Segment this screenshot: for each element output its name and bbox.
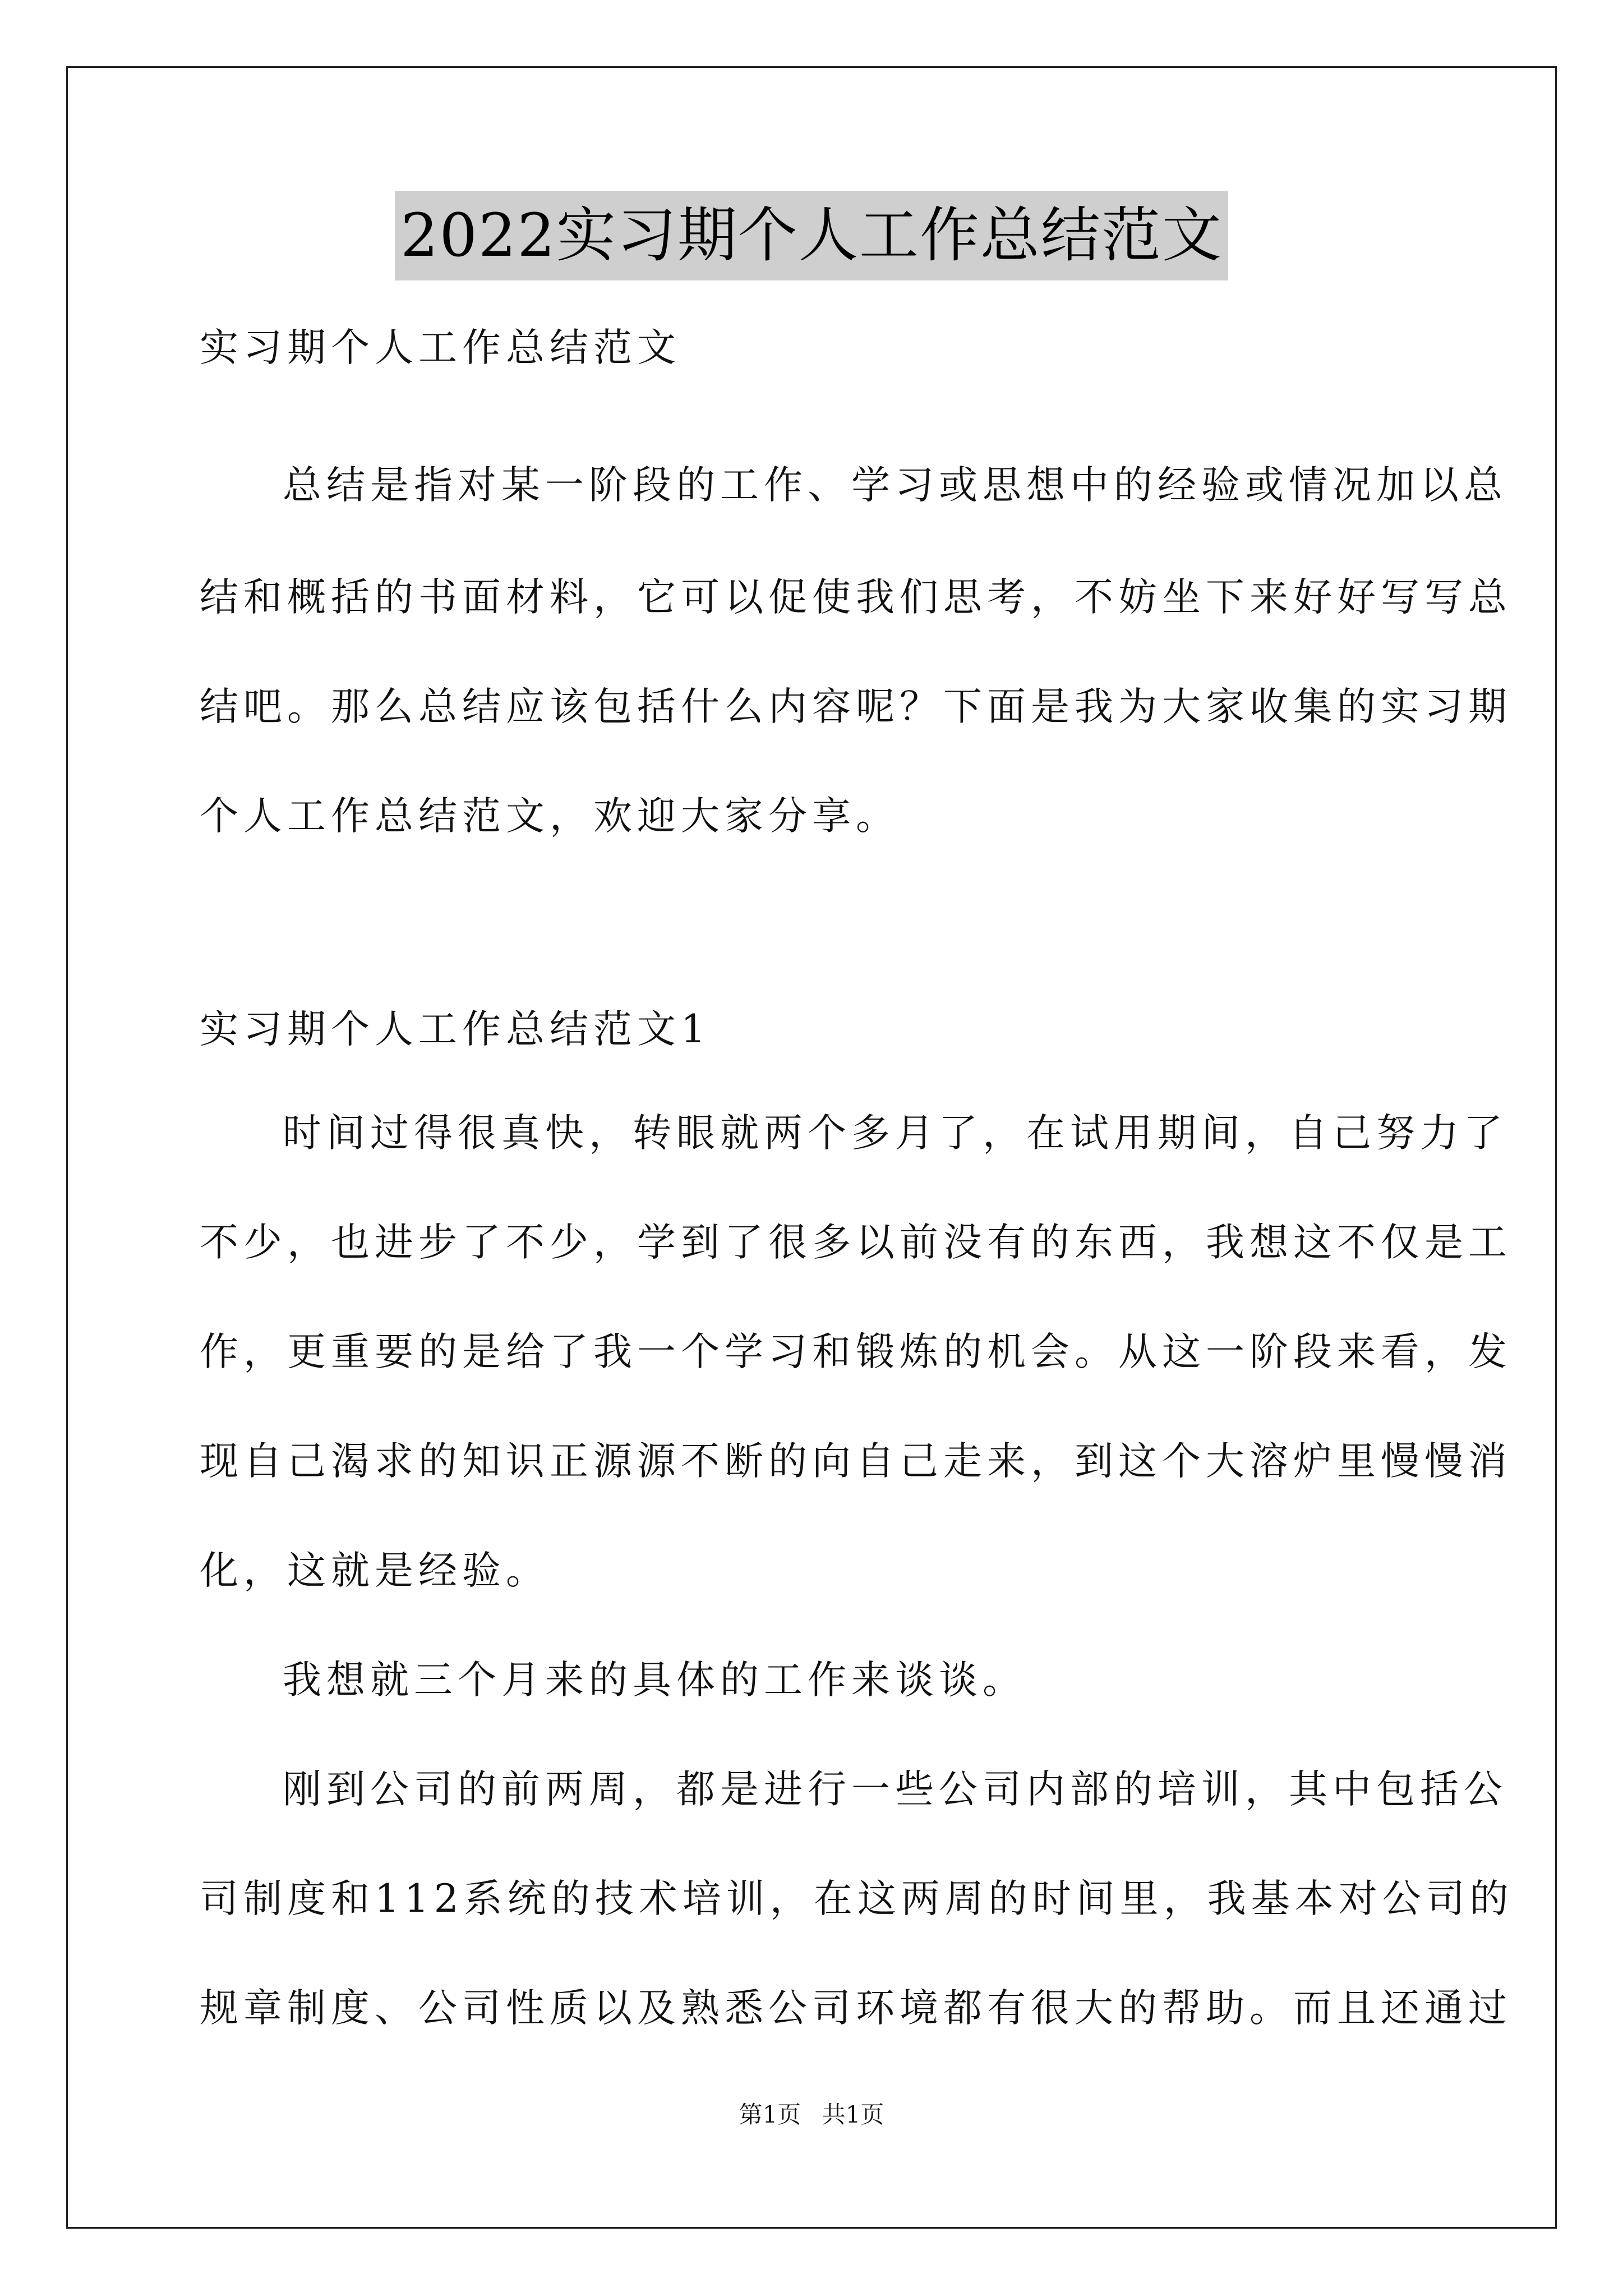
title-container bbox=[0, 191, 1623, 280]
paragraph-line: 化，这就是经验。 bbox=[200, 1548, 550, 1593]
page-number: 第1页 bbox=[739, 2101, 801, 2128]
document-title: 2022实习期个人工作总结范文 bbox=[395, 191, 1228, 280]
page-footer bbox=[0, 2098, 1623, 2132]
paragraph-line: 现自己渴求的知识正源源不断的向自己走来，到这个大溶炉里慢慢消 bbox=[200, 1439, 1512, 1484]
paragraph-line: 时间过得很真快，转眼就两个多月了，在试用期间，自己努力了 bbox=[283, 1111, 1507, 1156]
paragraph-line: 作，更重要的是给了我一个学习和锻炼的机会。从这一阶段来看，发 bbox=[200, 1329, 1512, 1374]
paragraph-line: 不少，也进步了不少，学到了很多以前没有的东西，我想这不仅是工 bbox=[200, 1220, 1512, 1265]
section-heading: 实习期个人工作总结范文 bbox=[200, 325, 681, 370]
paragraph-line: 司制度和112系统的技术培训，在这两周的时间里，我基本对公司的 bbox=[200, 1876, 1514, 1921]
paragraph-line: 我想就三个月来的具体的工作来谈谈。 bbox=[283, 1658, 1026, 1703]
paragraph-line: 刚到公司的前两周，都是进行一些公司内部的培训，其中包括公 bbox=[283, 1767, 1507, 1812]
paragraph-line: 个人工作总结范文，欢迎大家分享。 bbox=[200, 794, 900, 839]
section-heading: 实习期个人工作总结范文1 bbox=[200, 1007, 711, 1052]
paragraph-line: 结吧。那么总结应该包括什么内容呢？下面是我为大家收集的实习期 bbox=[200, 684, 1512, 729]
paragraph-line: 规章制度、公司性质以及熟悉公司环境都有很大的帮助。而且还通过 bbox=[200, 1986, 1512, 2031]
paragraph-line: 总结是指对某一阶段的工作、学习或思想中的经验或情况加以总 bbox=[283, 463, 1507, 508]
page-total: 共1页 bbox=[822, 2101, 884, 2128]
paragraph-line: 结和概括的书面材料，它可以促使我们思考，不妨坐下来好好写写总 bbox=[200, 575, 1512, 620]
